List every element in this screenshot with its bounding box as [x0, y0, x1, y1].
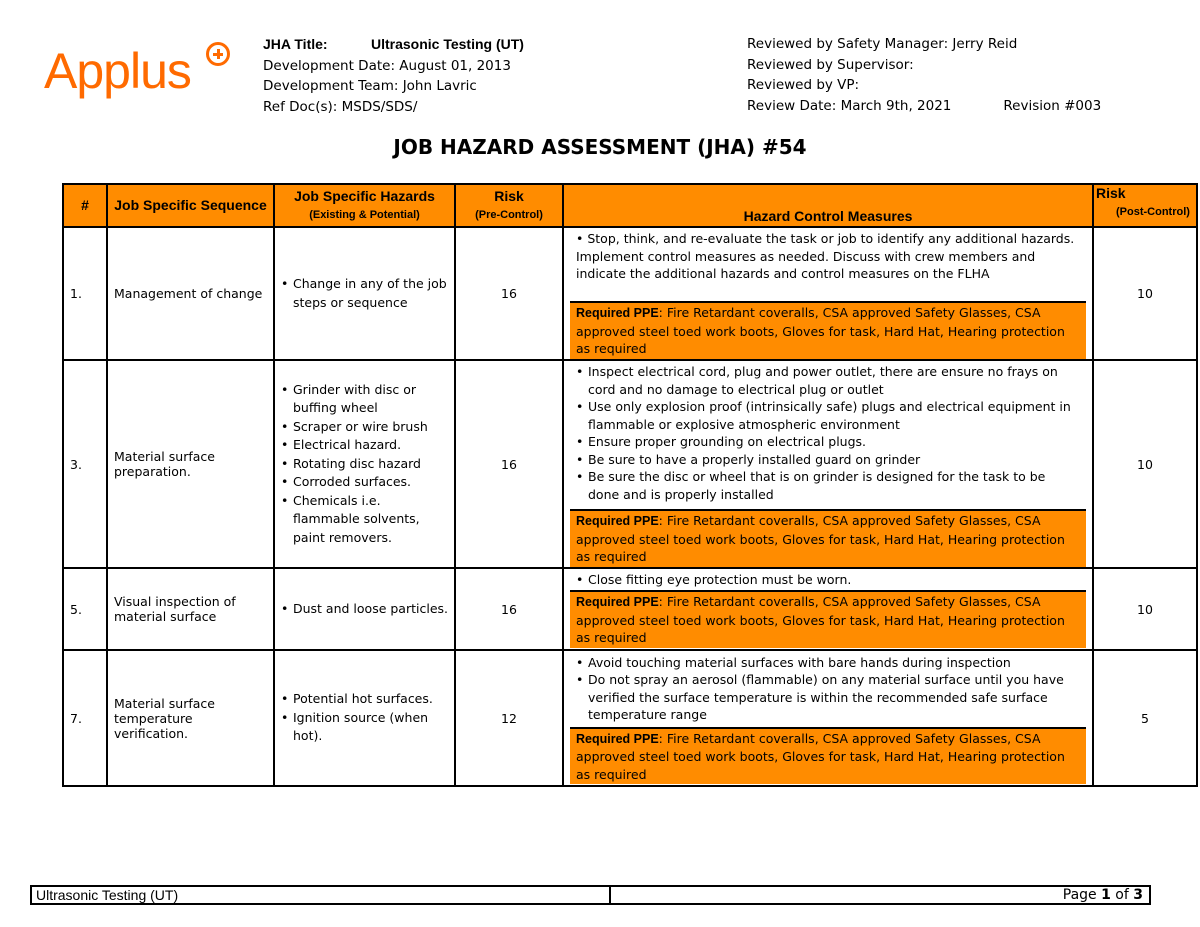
table-row	[63, 360, 1197, 568]
row-risk-pre: 16	[455, 360, 563, 568]
row-controls	[563, 227, 1093, 360]
control-list: • Close fitting eye protection must be worn.	[570, 570, 1086, 590]
row-sequence: Material surface preparation.	[107, 360, 274, 568]
development-date: Development Date: August 01, 2013	[263, 57, 511, 74]
row-sequence: Visual inspection of material surface	[107, 568, 274, 650]
reviewed-vp: Reviewed by VP:	[747, 77, 860, 93]
revision: Revision #003	[1003, 97, 1102, 114]
header-controls: Hazard Control Measures	[563, 184, 1093, 227]
table-row	[63, 568, 1197, 650]
row-risk-post: 5	[1093, 650, 1197, 786]
required-ppe: Required PPE: Fire Retardant coveralls, CSA approved Safety Glasses, CSA approved steel toed work boots, Gloves for task, Hard Hat, Hearing protection as required	[570, 590, 1086, 648]
jha-table	[62, 183, 1198, 787]
header-risk-pre: Risk (Pre-Control)	[455, 184, 563, 227]
required-ppe: Required PPE: Fire Retardant coveralls, CSA approved Safety Glasses, CSA approved steel toed work boots, Gloves for task, Hard Hat, Hearing protection as required	[570, 727, 1086, 785]
footer-title: Ultrasonic Testing (UT)	[32, 887, 611, 903]
applus-logo	[44, 43, 191, 99]
row-risk-pre: 16	[455, 227, 563, 360]
development-team: Development Team: John Lavric	[263, 78, 477, 94]
row-hazards: • Change in any of the job steps or sequence	[274, 227, 455, 360]
header-right	[747, 34, 1101, 116]
row-risk-post: 10	[1093, 360, 1197, 568]
row-risk-post: 10	[1093, 227, 1197, 360]
row-controls	[563, 360, 1093, 568]
required-ppe: Required PPE: Fire Retardant coveralls, CSA approved Safety Glasses, CSA approved steel toed work boots, Gloves for task, Hard Hat, Hearing protection as required	[570, 301, 1086, 359]
row-sequence: Management of change	[107, 227, 274, 360]
jha-title-label: JHA Title:	[263, 36, 328, 52]
control-text: • Stop, think, and re-evaluate the task or job to identify any additional hazards. Implement control measures as needed. Discuss with crew members and indicate the additional hazards and control measures on the FLHA	[576, 231, 1075, 282]
row-risk-post: 10	[1093, 568, 1197, 650]
required-ppe: Required PPE: Fire Retardant coveralls, CSA approved Safety Glasses, CSA approved steel toed work boots, Gloves for task, Hard Hat, Hearing protection as required	[570, 509, 1086, 567]
row-risk-pre: 12	[455, 650, 563, 786]
review-date: Review Date: March 9th, 2021	[747, 97, 952, 114]
control-list: • Inspect electrical cord, plug and power outlet, there are ensure no frays on cord and no damage to electrical plug or outlet • Use only explosion proof (intrinsically safe) plugs and electrical equipment in flammable or explosive atmospheric environment • Ensure proper grounding on electrical plugs. • Be sure to have a properly installed guard on grinder • Be sure the disc or wheel that is on grinder is designed for the task to be done and is properly installed	[570, 361, 1086, 509]
page-title: JOB HAZARD ASSESSMENT (JHA) #54	[393, 135, 807, 159]
row-hazards: • Dust and loose particles.	[274, 568, 455, 650]
row-num: 3.	[63, 360, 107, 568]
reviewed-safety: Reviewed by Safety Manager: Jerry Reid	[747, 36, 1018, 52]
table-row	[63, 227, 1197, 360]
header-num: #	[63, 184, 107, 227]
header-risk-post: Risk (Post-Control)	[1093, 184, 1197, 227]
page-footer	[30, 885, 1151, 905]
reviewed-supervisor: Reviewed by Supervisor:	[747, 56, 914, 73]
header-left	[263, 34, 524, 117]
row-num: 1.	[63, 227, 107, 360]
plus-icon	[206, 42, 230, 66]
row-num: 5.	[63, 568, 107, 650]
row-controls	[563, 650, 1093, 786]
row-controls	[563, 568, 1093, 650]
row-risk-pre: 16	[455, 568, 563, 650]
table-header-row	[63, 184, 1197, 227]
jha-title-value: Ultrasonic Testing (UT)	[371, 36, 524, 52]
row-hazards: • Potential hot surfaces. • Ignition source (when hot).	[274, 650, 455, 786]
row-sequence: Material surface temperature verification.	[107, 650, 274, 786]
header-hazards: Job Specific Hazards (Existing & Potential)	[274, 184, 455, 227]
logo-text: Applus	[44, 43, 191, 99]
ref-docs: Ref Doc(s): MSDS/SDS/	[263, 98, 418, 115]
row-hazards: • Grinder with disc or buffing wheel • Scraper or wire brush • Electrical hazard. • Rotating disc hazard • Corroded surfaces. • Chemicals i.e. flammable solvents, paint removers.	[274, 360, 455, 568]
header-sequence: Job Specific Sequence	[107, 184, 274, 227]
table-row	[63, 650, 1197, 786]
control-list: • Avoid touching material surfaces with bare hands during inspection • Do not spray an aerosol (flammable) on any material surface until you have verified the surface temperature is within the recommended safe surface temperature range	[570, 652, 1086, 727]
row-num: 7.	[63, 650, 107, 786]
page-number: Page 1 of 3	[1062, 887, 1143, 903]
